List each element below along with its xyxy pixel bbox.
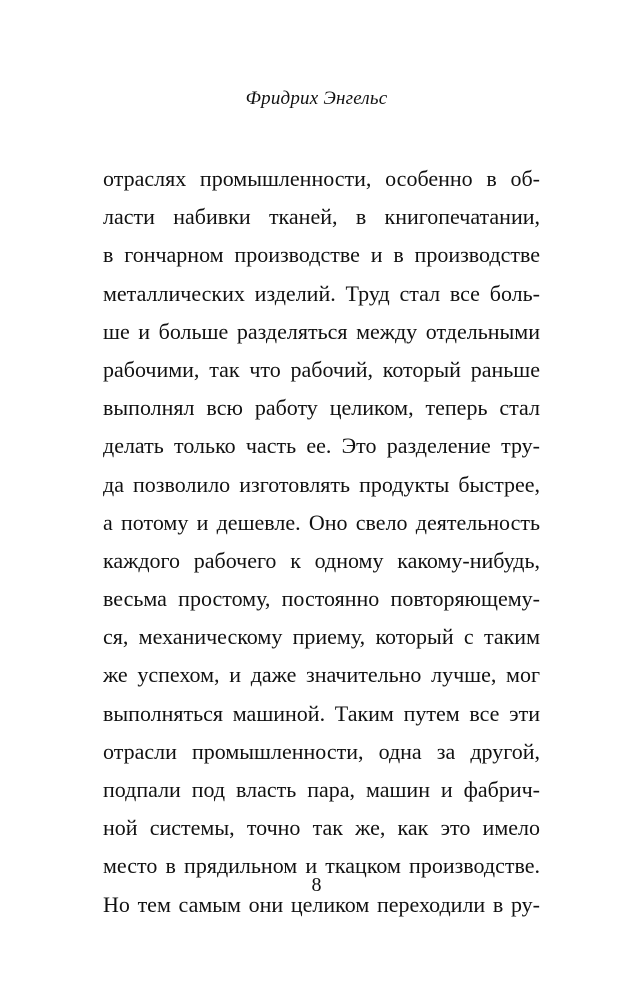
text-line: металлических изделий. Труд стал все боль- bbox=[103, 280, 540, 306]
text-line: ной системы, точно так же, как это имело bbox=[103, 815, 540, 841]
text-line: отраслях промышленности, особенно в об- bbox=[103, 166, 540, 191]
text-line: выполнял всю работу целиком, теперь стал bbox=[103, 395, 540, 421]
text-line: выполняться машиной. Таким путем все эти bbox=[103, 700, 540, 726]
text-line: отрасли промышленности, одна за другой, bbox=[103, 738, 540, 764]
text-line: каждого рабочего к одному какому-нибудь, bbox=[103, 547, 540, 573]
text-line: делать только часть ее. Это разделение тру- bbox=[103, 433, 540, 459]
text-line: весьма простому, постоянно повторяющему- bbox=[103, 586, 540, 612]
text-line: в гончарном производстве и в производстве bbox=[103, 242, 540, 268]
text-line: ласти набивки тканей, в книгопечатании, bbox=[103, 204, 540, 230]
body-text bbox=[103, 160, 540, 924]
text-line: ше и больше разделяться между отдельными bbox=[103, 318, 540, 344]
page-number: 8 bbox=[311, 874, 322, 896]
text-line: Но тем самым они целиком переходили в ру- bbox=[103, 891, 540, 917]
text-line: ся, механическому приему, который с таким bbox=[103, 624, 540, 650]
text-line: же успехом, и даже значительно лучше, мог bbox=[103, 662, 540, 688]
text-line: а потому и дешевле. Оно свело деятельность bbox=[103, 509, 540, 535]
text-line: рабочими, так что рабочий, который раньше bbox=[103, 356, 540, 382]
running-head: Фридрих Энгельс bbox=[245, 88, 388, 109]
text-line: да позволило изготовлять продукты быстрее, bbox=[103, 471, 540, 497]
text-line: подпали под власть пара, машин и фабрич- bbox=[103, 777, 540, 802]
text-line: место в прядильном и ткацком производстве. bbox=[103, 853, 540, 879]
